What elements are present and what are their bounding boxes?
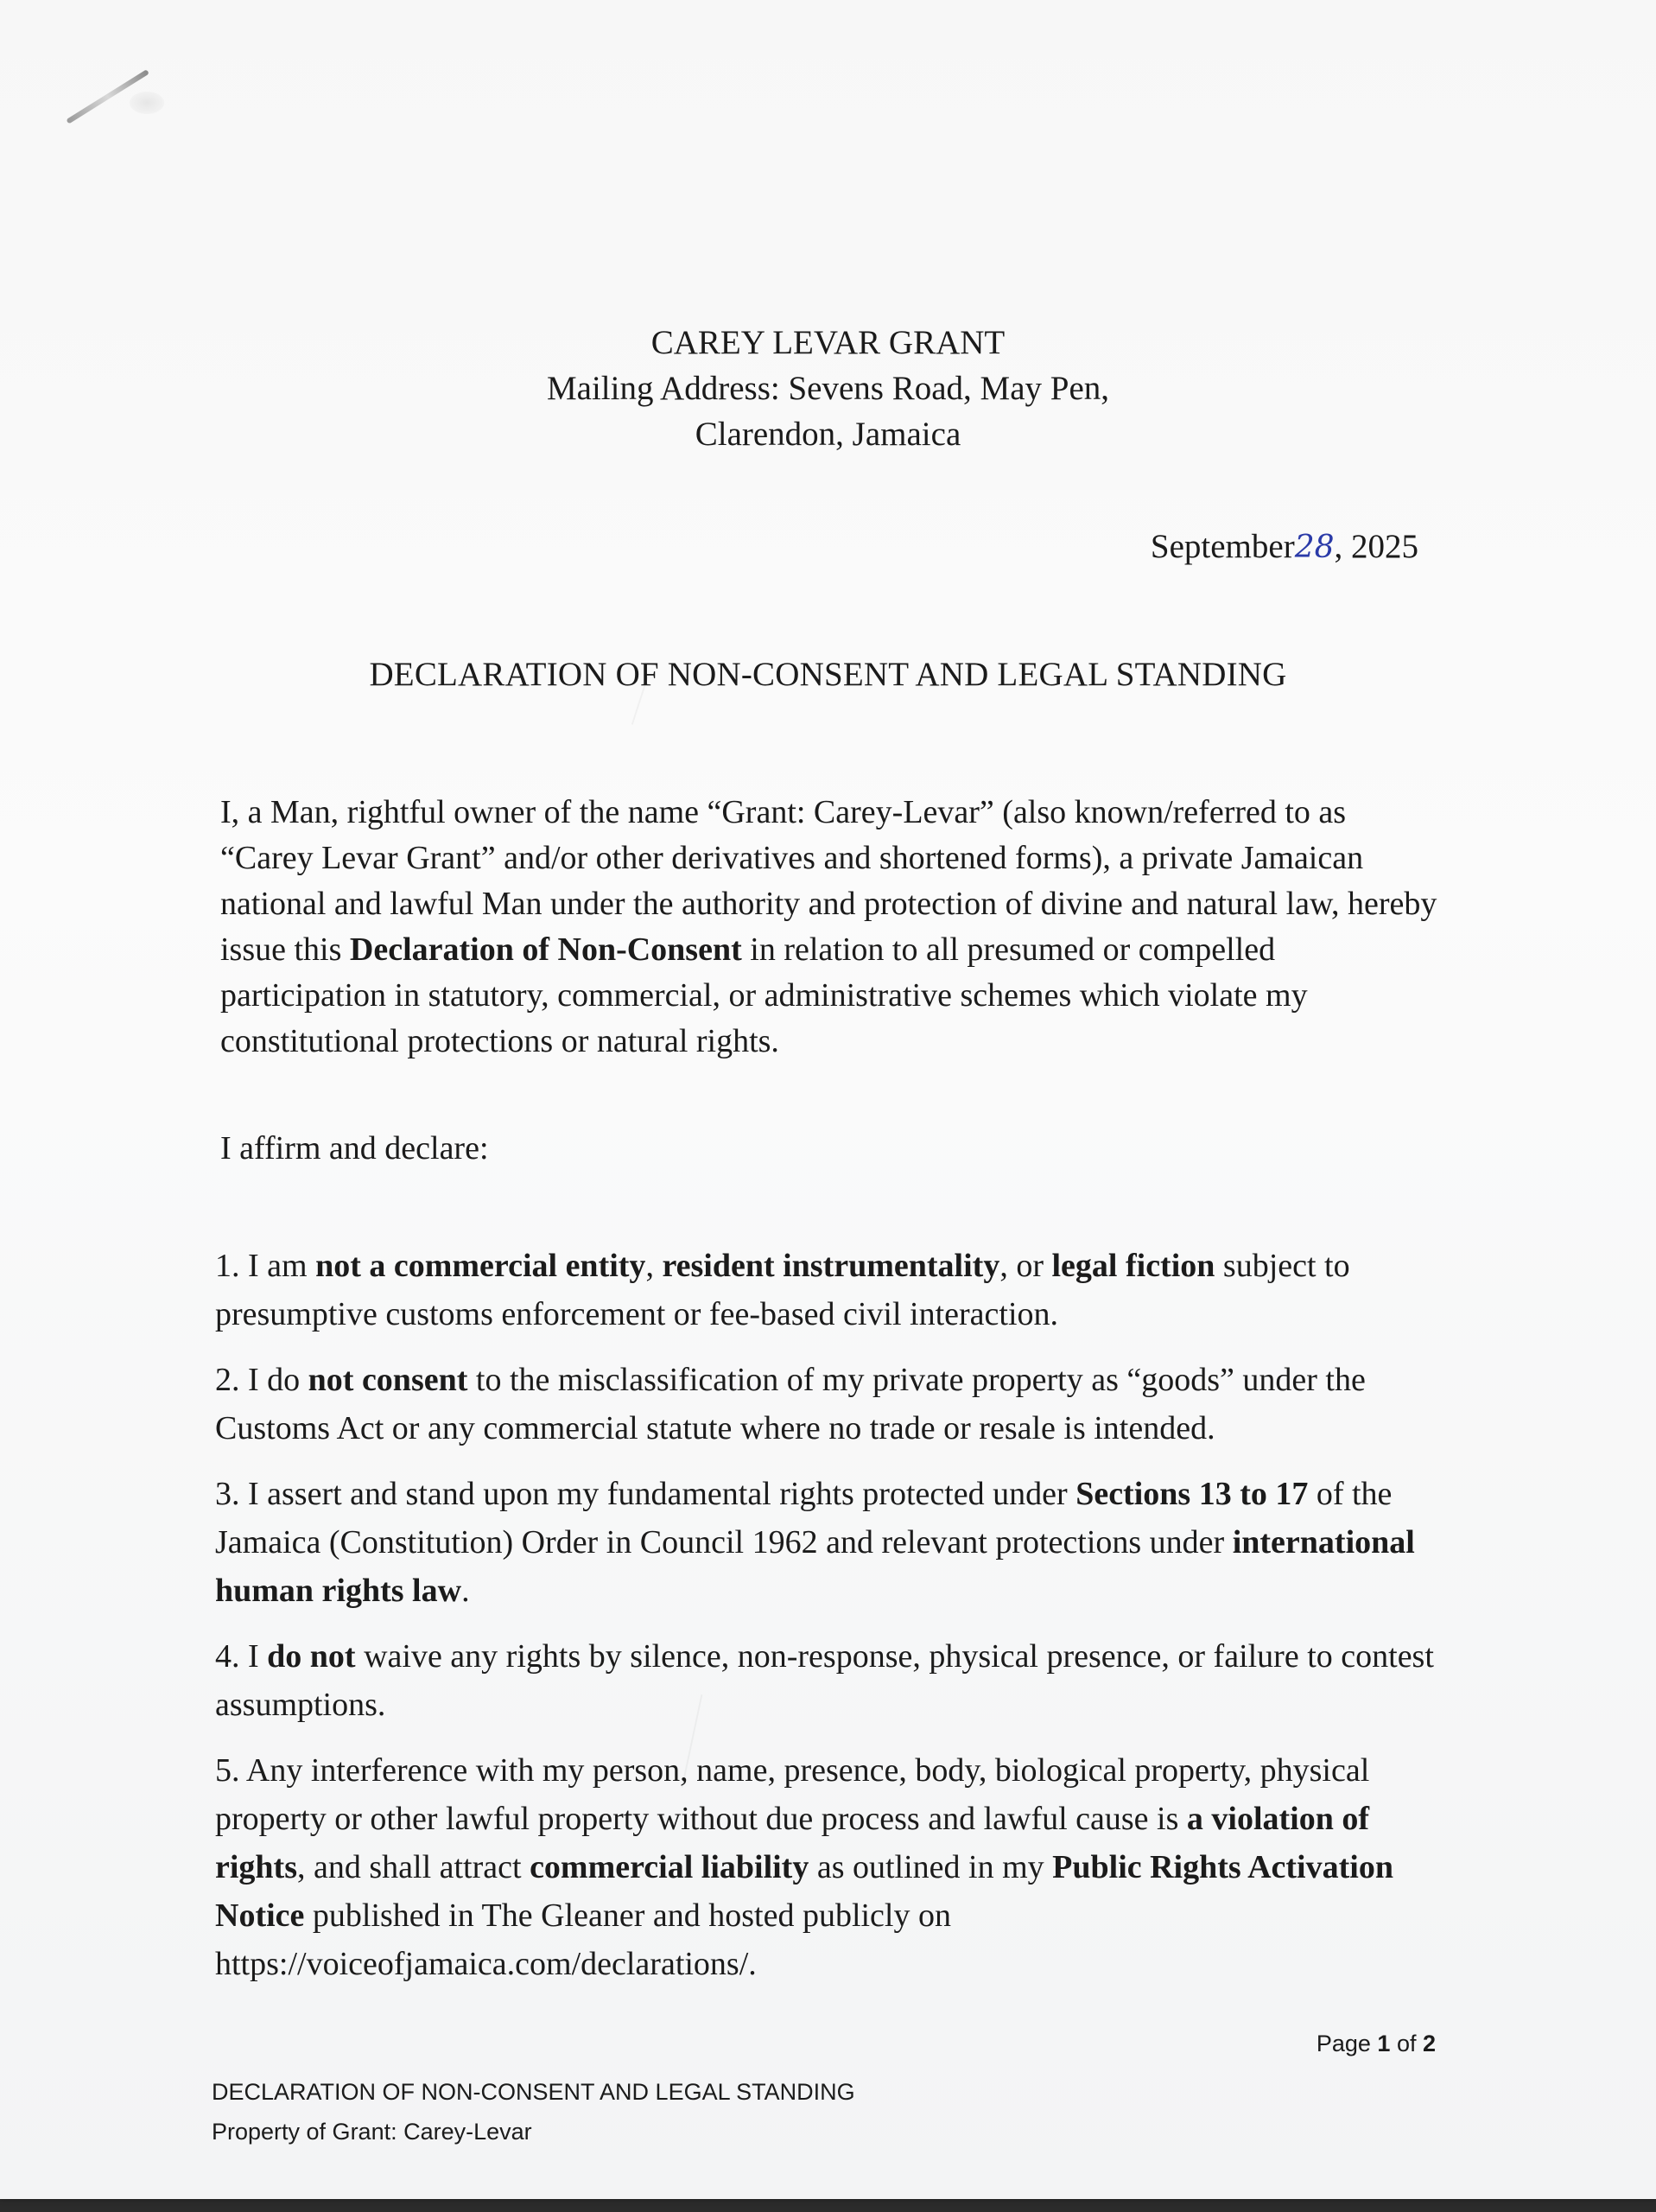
document-title: DECLARATION OF NON-CONSENT AND LEGAL STANDING [369, 656, 1287, 693]
intro-bold-term: Declaration of Non-Consent [349, 931, 742, 968]
date-day-handwritten: 28 [1294, 530, 1335, 565]
footer-owner: Property of Grant: Carey-Levar [212, 2119, 532, 2145]
declaration-item-1: 1. I am not a commercial entity, resident instrumentality, or legal fiction subject to presumptive customs enforcement or fee-based civil interaction. [215, 1248, 1350, 1332]
date-month: September [1150, 528, 1295, 565]
declaration-item-5: 5. Any interference with my person, name, presence, body, biological property, physical property or other lawful property without due process and lawful cause is a violation of rights, and shall attract commercial liability as outlined in my Public Rights Activation Notice published in The Gleaner and hosted publicly on https://voiceofjamaica.com/declarations/. [215, 1752, 1393, 1982]
address-line-2: Clarendon, Jamaica [695, 416, 961, 453]
declaration-item-3: 3. I assert and stand upon my fundamental rights protected under Sections 13 to 17 of the Jamaica (Constitution) Order in Council 1962 and relevant protections under international human rights law. [215, 1476, 1415, 1609]
document-date [1151, 527, 1418, 566]
page-footer [212, 2072, 855, 2152]
address-line-1: Mailing Address: Sevens Road, May Pen, [546, 370, 1110, 407]
letterhead [0, 320, 1656, 457]
declaration-item-4: 4. I do not waive any rights by silence, non-response, physical presence, or failure to contest assumptions. [215, 1638, 1434, 1723]
affirm-statement: I affirm and declare: [220, 1130, 489, 1166]
date-year: , 2025 [1334, 528, 1418, 565]
footer-title: DECLARATION OF NON-CONSENT AND LEGAL STANDING [212, 2079, 855, 2105]
declaration-list [215, 1242, 1442, 2005]
sender-name: CAREY LEVAR GRANT [650, 324, 1006, 361]
staple-mark [130, 92, 164, 114]
declaration-item-2: 2. I do not consent to the misclassification of my private property as “goods” under the Customs Act or any commercial statute where no trade or resale is intended. [215, 1362, 1366, 1446]
page-number: Page 1 of 2 [1316, 2031, 1436, 2056]
intro-paragraph: I, a Man, rightful owner of the name “Grant: Carey-Levar” (also known/referred to as “Carey Levar Grant” and/or other derivatives and shortened forms), a private Jamaican national and lawful Man under the authority and protection of divine and natural law, hereby issue this Declaration of Non-Consent in relation to all presumed or compelled participation in statutory, commercial, or administrative schemes which violate my constitutional protections or natural rights. [220, 794, 1437, 1059]
